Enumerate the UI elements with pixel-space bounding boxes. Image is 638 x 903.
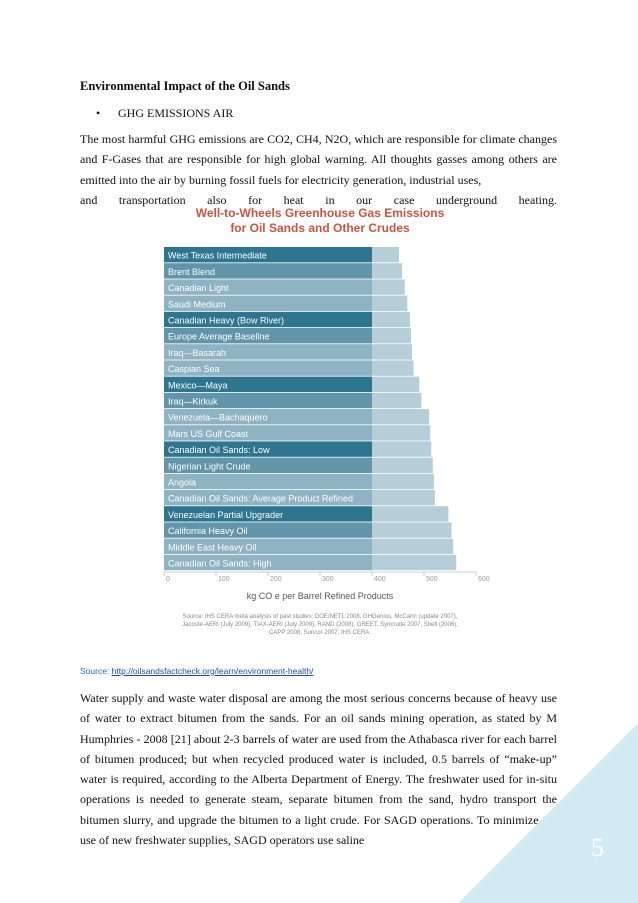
bar <box>372 522 452 537</box>
chart-source-note <box>182 614 458 636</box>
page-number: 5 <box>591 833 604 862</box>
bar <box>372 506 448 521</box>
bar <box>372 425 430 440</box>
bar <box>372 409 429 424</box>
bar <box>372 247 399 262</box>
bar-category-label: Nigerian Light Crude <box>168 461 251 472</box>
bar <box>372 539 453 554</box>
bar-category-label: California Heavy Oil <box>168 526 248 537</box>
paragraph-ghg-last-line: and transportation also for heat in our case underground heating. <box>80 192 557 207</box>
bar-category-label: Mexico—Maya <box>168 380 228 391</box>
bar-category-label: Middle East Heavy Oil <box>168 542 257 553</box>
bar <box>372 263 402 278</box>
bar-category-label: Venezuela—Bachaquero <box>168 412 268 423</box>
x-tick-label: 600 <box>478 576 490 583</box>
bar <box>372 458 433 473</box>
bar-category-label: Canadian Light <box>168 283 229 294</box>
x-tick-label: 100 <box>218 576 230 583</box>
bar <box>372 490 435 505</box>
x-tick-label: 400 <box>374 576 386 583</box>
bar-category-label: Iraq—Kirkuk <box>168 396 218 407</box>
source-line <box>80 666 313 676</box>
bar <box>372 393 421 408</box>
bar <box>372 555 456 570</box>
bullet-text: GHG EMISSIONS AIR <box>118 106 234 120</box>
bar-category-label: Canadian Heavy (Bow River) <box>168 315 285 326</box>
bar-category-label: Europe Average Baseline <box>168 331 270 342</box>
bullet-item <box>96 106 233 121</box>
bar <box>372 360 414 375</box>
bar <box>372 377 419 392</box>
bar-category-label: Angola <box>168 477 197 488</box>
bar-category-label: Canadian Oil Sands: Average Product Refined <box>168 493 353 504</box>
ghg-chart-svg <box>150 200 510 655</box>
paragraph-water: Water supply and waste water disposal are among the most serious concerns because of heavy use of water to extract bitumen from the sands. For an oil sands mining operation, as stated by M Humphries - 2008 [21] about 2-3 barrels of water are used from the Athabasca river for each barrel of bitumen produced; but when recycled produced water is included, 0.5 barrels of “make-up” water is required, according to the Alberta Department of Energy. The freshwater used for in-situ operations is needed to generate steam, separate bitumen from the sand, hydro transport the bitumen slurry, and upgrade the bitumen to a light crude. For SAGD operations. To minimize the use of new freshwater supplies, SAGD operators use saline <box>80 691 557 848</box>
bar-category-label: Iraq—Basarah <box>168 347 227 358</box>
bar-category-label: Canadian Oil Sands: Low <box>168 445 270 456</box>
corner-decoration <box>458 723 638 903</box>
bar-category-label: Brent Blend <box>168 266 216 277</box>
source-link[interactable]: http://oilsandsfactcheck.org/learn/environment-health/ <box>111 666 314 676</box>
ghg-chart <box>150 200 510 660</box>
bar <box>372 279 405 294</box>
x-tick-label: 500 <box>426 576 438 583</box>
paragraph-ghg-body: The most harmful GHG emissions are CO2, CH4, N2O, which are responsible for climate changes and F-Gases that are responsible for high global warning. All thoughts gasses among others are emitted into the air by burning fossil fuels for electricity generation, industrial uses, <box>80 132 557 187</box>
bar <box>372 441 431 456</box>
x-tick-label: 300 <box>322 576 334 583</box>
bar-category-label: Saudi Medium <box>168 299 226 310</box>
source-label: Source: <box>80 666 110 676</box>
paragraph-ghg <box>80 129 557 210</box>
bar-category-label: Venezuelan Partial Upgrader <box>168 509 284 520</box>
chart-source-note-line: Jacoste-AERI (July 2009), TIAX-AERI (July 2009), RAND (2008), GREET, Syncrude 2007, Shell (2006), <box>182 622 458 628</box>
chart-source-note-line: Source: IHS CERA meta analysis of past studies: DOE/NETL 2008, GHGenius, McCann (update 2007), <box>182 614 458 620</box>
bar <box>372 328 411 343</box>
bar-category-label: Caspian Sea <box>168 364 220 375</box>
bar <box>372 312 410 327</box>
chart-title: Well-to-Wheels Greenhouse Gas Emissions <box>195 206 445 220</box>
bullet-symbol: • <box>96 106 101 120</box>
x-tick-label: 0 <box>166 576 170 583</box>
x-tick-label: 200 <box>270 576 282 583</box>
bar <box>372 296 407 311</box>
section-heading: Environmental Impact of the Oil Sands <box>80 79 290 93</box>
bar-category-label: Canadian Oil Sands: High <box>168 558 272 569</box>
bar <box>372 344 412 359</box>
chart-subtitle: for Oil Sands and Other Crudes <box>230 221 410 235</box>
x-axis-label: kg CO e per Barrel Refined Products <box>246 591 394 601</box>
bar <box>372 474 434 489</box>
chart-source-note-line: CAPP 2008, Suncor 2007, IHS CERA. <box>269 630 371 636</box>
bar-category-label: West Texas Intermediate <box>168 250 267 261</box>
bar-category-label: Mars US Gulf Coast <box>168 428 249 439</box>
